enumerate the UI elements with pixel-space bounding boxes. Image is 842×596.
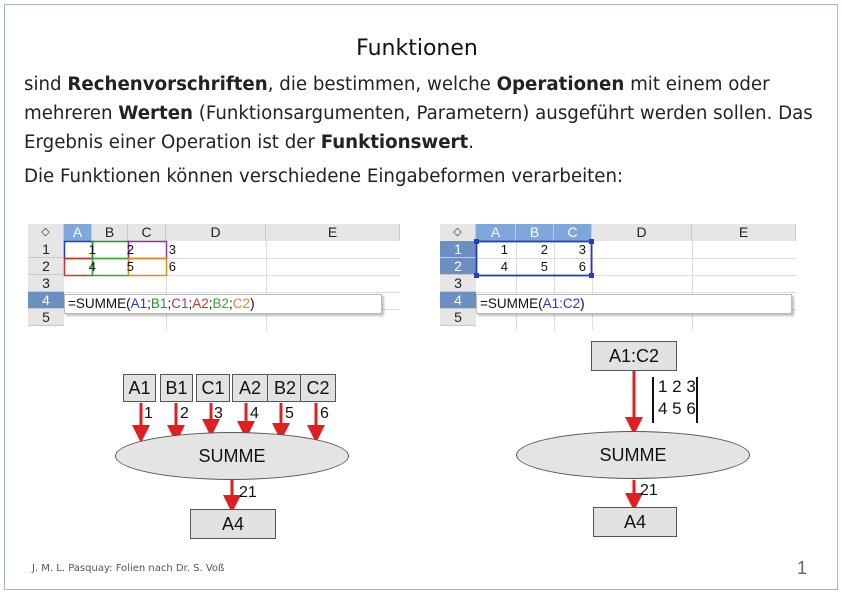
function-ellipse-right bbox=[516, 431, 750, 479]
formula-suffix: ) bbox=[580, 296, 585, 311]
text-run: sind bbox=[24, 74, 68, 95]
cell-c2[interactable]: 6 bbox=[168, 259, 176, 274]
column-header-d[interactable]: D bbox=[592, 224, 692, 241]
footer-credit: J. M. L. Pasquay: Folien nach Dr. S. Voß bbox=[32, 563, 225, 574]
value-label: 5 bbox=[285, 405, 294, 422]
column-header-a[interactable]: A bbox=[476, 224, 516, 241]
slide-title: Funktionen bbox=[356, 36, 478, 61]
value-label: 3 bbox=[214, 405, 223, 422]
cell-a1[interactable]: 1 bbox=[500, 242, 508, 257]
bold-term: Werten bbox=[118, 103, 193, 124]
value-label: 2 bbox=[180, 405, 189, 422]
corner-icon: ◇ bbox=[440, 224, 476, 241]
function-label: SUMME bbox=[599, 445, 667, 465]
bold-term: Funktionswert bbox=[320, 132, 469, 153]
range-box: A1:C2 bbox=[591, 341, 677, 371]
cell-a2[interactable]: 4 bbox=[88, 259, 96, 274]
text-run: mit einem oder mehreren bbox=[24, 74, 770, 124]
column-header-c[interactable]: C bbox=[554, 224, 592, 241]
row-header-5[interactable]: 5 bbox=[28, 309, 64, 326]
row-header-2[interactable]: 2 bbox=[440, 258, 476, 275]
input-box-c2: C2 bbox=[300, 374, 336, 402]
formula-sep: ; bbox=[208, 296, 213, 311]
matrix-row: 1 2 3 bbox=[658, 377, 696, 396]
function-ellipse-left bbox=[115, 432, 349, 480]
formula-sep: ; bbox=[188, 296, 193, 311]
cell-b1[interactable]: 2 bbox=[540, 242, 548, 257]
formula-sep: ; bbox=[229, 296, 233, 311]
formula-prefix: =SUMME( bbox=[480, 296, 543, 311]
row-header-1[interactable]: 1 bbox=[440, 241, 476, 258]
target-box-left: A4 bbox=[190, 509, 276, 539]
column-header-b[interactable]: B bbox=[516, 224, 554, 241]
formula-sep: ; bbox=[167, 296, 172, 311]
row-header-2[interactable]: 2 bbox=[28, 258, 64, 275]
row-header-1[interactable]: 1 bbox=[28, 241, 64, 258]
column-header-e[interactable]: E bbox=[692, 224, 796, 241]
target-box-right: A4 bbox=[593, 507, 677, 537]
cell-b1[interactable]: 2 bbox=[126, 242, 134, 257]
value-label: 6 bbox=[320, 405, 329, 422]
input-box-b2: B2 bbox=[267, 374, 303, 402]
formula-arg: C1 bbox=[171, 296, 189, 311]
formula-arg: B1 bbox=[150, 296, 168, 311]
formula-arg: C2 bbox=[232, 296, 251, 311]
function-label: SUMME bbox=[198, 446, 266, 466]
formula-arg: A2 bbox=[192, 296, 209, 311]
row-header-4[interactable]: 4 bbox=[440, 292, 476, 309]
column-header-d[interactable]: D bbox=[166, 224, 266, 241]
cell-c1[interactable]: 3 bbox=[168, 242, 176, 257]
corner-icon: ◇ bbox=[28, 224, 64, 241]
result-label: 21 bbox=[239, 484, 257, 501]
formula-arg: B2 bbox=[212, 296, 230, 311]
column-header-e[interactable]: E bbox=[266, 224, 400, 241]
input-box-b1: B1 bbox=[160, 374, 193, 402]
result-label: 21 bbox=[640, 482, 658, 499]
formula-prefix: =SUMME( bbox=[68, 296, 131, 311]
value-label: 1 bbox=[144, 405, 153, 422]
text-run: (Funktionsargumenten, Parametern) ausgeführt werden sollen. Das Ergebnis einer Operation ist der bbox=[24, 103, 813, 153]
column-header-b[interactable]: B bbox=[92, 224, 128, 241]
bold-term: Rechenvorschriften bbox=[67, 74, 268, 95]
input-box-c1: C1 bbox=[196, 374, 230, 402]
input-forms-sentence: Die Funktionen können verschiedene Eingabeformen verarbeiten: bbox=[24, 166, 624, 187]
cell-a2[interactable]: 4 bbox=[500, 259, 508, 274]
page-number: 1 bbox=[797, 558, 808, 578]
cell-a1[interactable]: 1 bbox=[88, 242, 96, 257]
matrix bbox=[652, 377, 698, 423]
matrix-row: 4 5 6 bbox=[658, 399, 696, 418]
input-box-a1: A1 bbox=[123, 374, 156, 402]
row-header-4[interactable]: 4 bbox=[28, 292, 64, 309]
formula-arg: A1 bbox=[130, 296, 148, 311]
cell-c1[interactable]: 3 bbox=[578, 242, 586, 257]
cell-c2[interactable]: 6 bbox=[578, 259, 586, 274]
input-box-a2: A2 bbox=[232, 374, 268, 402]
formula-sep: ; bbox=[147, 296, 151, 311]
text-run: , die bestimmen, welche bbox=[267, 74, 497, 95]
cell-b2[interactable]: 5 bbox=[540, 259, 548, 274]
column-header-c[interactable]: C bbox=[128, 224, 166, 241]
formula-suffix: ) bbox=[250, 296, 255, 311]
bold-term: Operationen bbox=[496, 74, 625, 95]
value-label: 4 bbox=[250, 405, 259, 422]
text-run: . bbox=[468, 132, 475, 153]
row-header-3[interactable]: 3 bbox=[440, 275, 476, 292]
formula-range: A1:C2 bbox=[542, 296, 581, 311]
row-header-5[interactable]: 5 bbox=[440, 309, 476, 326]
row-header-3[interactable]: 3 bbox=[28, 275, 64, 292]
column-header-a[interactable]: A bbox=[64, 224, 92, 241]
cell-b2[interactable]: 5 bbox=[126, 259, 134, 274]
